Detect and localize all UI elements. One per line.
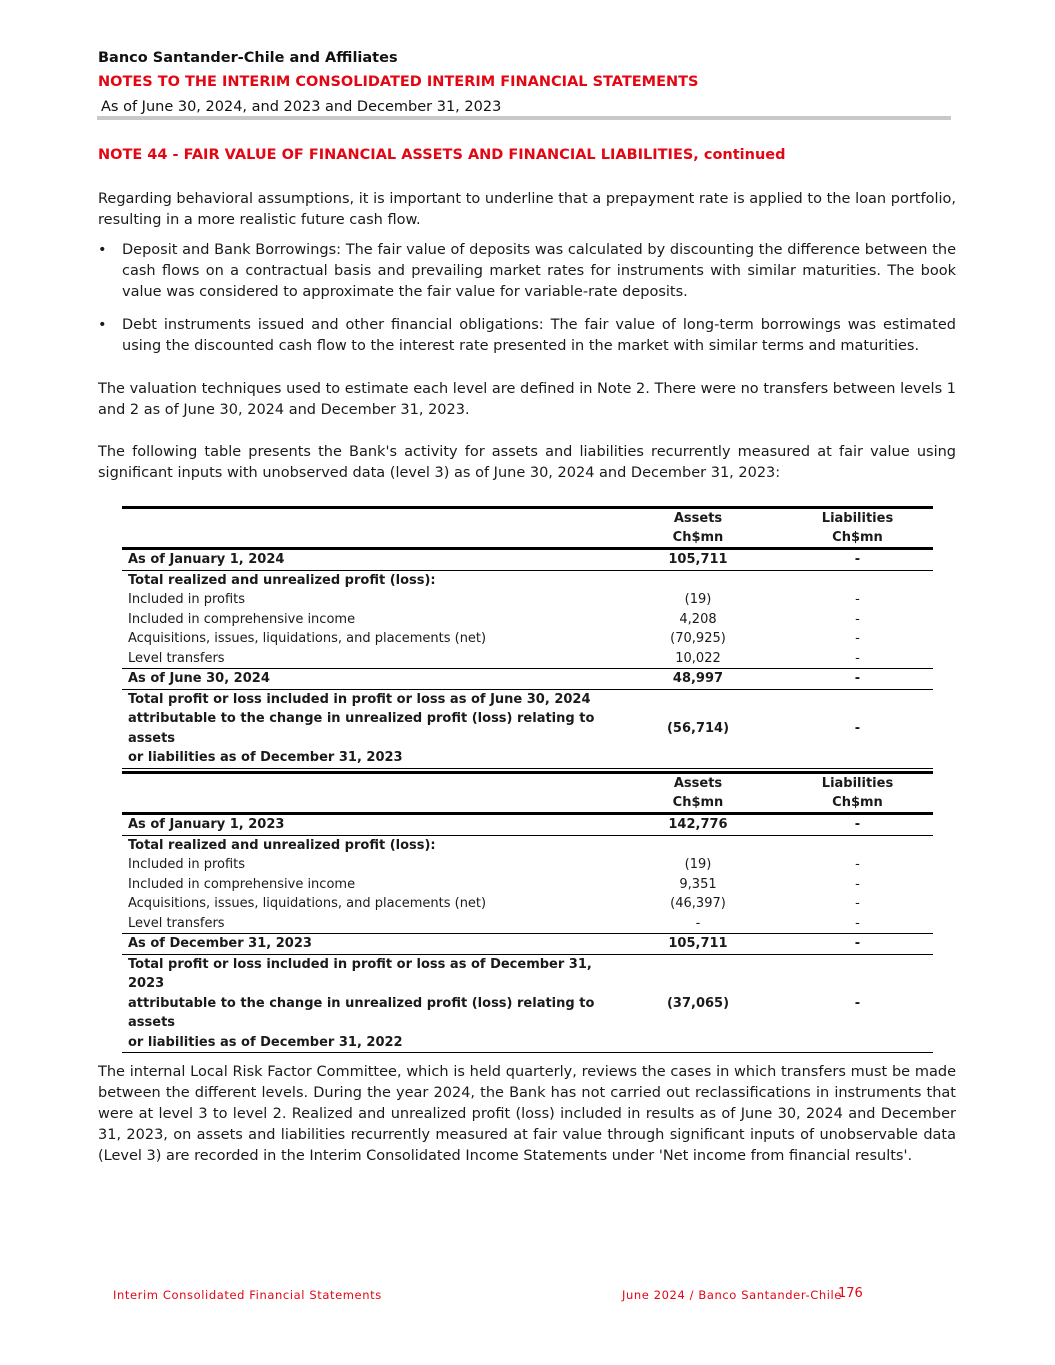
total-profit-row xyxy=(122,954,933,1053)
header-divider xyxy=(97,116,951,120)
section-label: Total realized and unrealized profit (loss): xyxy=(128,837,436,853)
row-assets: 9,351 xyxy=(679,876,717,892)
total-label-line: attributable to the change in unrealized profit (loss) relating to assets xyxy=(128,995,595,1030)
row-assets: (70,925) xyxy=(670,631,726,647)
row-liabilities: - xyxy=(782,649,933,669)
row-liabilities: - xyxy=(855,631,860,647)
total-label-line: or liabilities as of December 31, 2022 xyxy=(128,1034,403,1050)
company-name: Banco Santander-Chile and Affiliates xyxy=(98,50,398,66)
row-label: As of June 30, 2024 xyxy=(122,669,614,690)
col-header-liabilities: Liabilities xyxy=(782,508,933,529)
col-unit-assets: Ch$mn xyxy=(614,793,782,814)
row-assets: (19) xyxy=(684,592,712,608)
table-intro-paragraph: The following table presents the Bank's activity for assets and liabilities recurrently measured at fair value using significant inputs with unobserved data (level 3) as of June 30, 2024 and December 31, 2023: xyxy=(98,444,956,481)
table-row xyxy=(122,649,933,669)
section-row xyxy=(122,835,933,855)
closing-paragraph: The internal Local Risk Factor Committee, which is held quarterly, reviews the cases in which transfers must be made between the different levels. During the year 2024, the Bank has not carried out reclassifications in instruments that were at level 3 to level 2. Realized and unrealized profit (loss) included in results as of June 30, 2024 and December 31, 2023, on assets and liabilities recurrently measured at fair value through significant inputs of unobservable data (Level 3) are recorded in the Interim Consolidated Income Statements under 'Net income from financial results'. xyxy=(98,1064,956,1164)
total-label-line: Total profit or loss included in profit or loss as of December 31, 2023 xyxy=(128,956,592,991)
footer-report-info: June 2024 / Banco Santander-Chile xyxy=(622,1288,842,1302)
table-row xyxy=(122,875,933,895)
row-label: As of January 1, 2023 xyxy=(122,814,614,836)
row-liabilities: - xyxy=(855,857,860,873)
row-liabilities: - xyxy=(782,914,933,934)
bullet-icon: • xyxy=(98,242,107,258)
footer-document-title: Interim Consolidated Financial Statements xyxy=(113,1288,382,1302)
row-liabilities: - xyxy=(782,549,933,571)
total-label-line: attributable to the change in unrealized profit (loss) relating to assets xyxy=(128,711,595,746)
bullet-item xyxy=(98,315,956,357)
row-label: Level transfers xyxy=(122,649,614,669)
level3-table-2024 xyxy=(122,506,933,769)
closing-balance-row xyxy=(122,669,933,690)
section-row xyxy=(122,570,933,590)
row-assets: (46,397) xyxy=(670,896,726,912)
col-header-assets: Assets xyxy=(614,773,782,794)
row-label: As of January 1, 2024 xyxy=(122,549,614,571)
row-assets: 105,711 xyxy=(614,934,782,955)
row-label xyxy=(122,954,614,1053)
row-label: Included in profits xyxy=(128,857,246,873)
row-assets: (37,065) xyxy=(614,954,782,1053)
row-label: Included in comprehensive income xyxy=(128,876,356,892)
table-header-row xyxy=(122,773,933,794)
row-label: Acquisitions, issues, liquidations, and placements (net) xyxy=(128,631,487,647)
opening-balance-row xyxy=(122,814,933,836)
table-row xyxy=(122,629,933,649)
row-liabilities: - xyxy=(855,611,860,627)
level3-table-2023 xyxy=(122,771,933,1053)
total-label-line: or liabilities as of December 31, 2023 xyxy=(128,750,403,765)
page-number: 176 xyxy=(838,1286,863,1301)
row-label xyxy=(122,689,614,768)
col-unit-liabilities: Ch$mn xyxy=(782,528,933,549)
as-of-date: As of June 30, 2024, and 2023 and December 31, 2023 xyxy=(101,99,502,115)
intro-paragraph: Regarding behavioral assumptions, it is important to underline that a prepayment rate is applied to the loan portfolio, resulting in a more realistic future cash flow. xyxy=(98,191,956,228)
table-row xyxy=(122,914,933,934)
bullet-icon: • xyxy=(98,317,107,333)
row-assets: 10,022 xyxy=(614,649,782,669)
table-header-unit-row xyxy=(122,528,933,549)
section-label: Total realized and unrealized profit (loss): xyxy=(128,572,436,588)
col-unit-assets: Ch$mn xyxy=(614,528,782,549)
total-label-line: Total profit or loss included in profit or loss as of June 30, 2024 xyxy=(128,691,591,707)
row-assets: (19) xyxy=(684,857,712,873)
table-row xyxy=(122,590,933,610)
row-label: Included in profits xyxy=(128,592,246,608)
row-assets: 105,711 xyxy=(614,549,782,571)
col-header-liabilities: Liabilities xyxy=(782,773,933,794)
row-liabilities: - xyxy=(782,689,933,768)
row-liabilities: - xyxy=(782,669,933,690)
row-assets: - xyxy=(614,914,782,934)
row-assets: (56,714) xyxy=(614,689,782,768)
row-liabilities: - xyxy=(782,814,933,836)
note-title: NOTE 44 - FAIR VALUE OF FINANCIAL ASSETS AND FINANCIAL LIABILITIES, continued xyxy=(98,147,786,163)
row-label: Included in comprehensive income xyxy=(128,611,356,627)
table-row xyxy=(122,894,933,914)
bullet-text: Deposit and Bank Borrowings: The fair value of deposits was calculated by discounting the difference between the cash flows on a contractual basis and prevailing market rates for instruments with similar maturities. The book value was considered to approximate the fair value for variable-rate deposits. xyxy=(122,242,956,300)
col-header-assets: Assets xyxy=(614,508,782,529)
notes-title: NOTES TO THE INTERIM CONSOLIDATED INTERIM FINANCIAL STATEMENTS xyxy=(98,74,699,90)
table-header-unit-row xyxy=(122,793,933,814)
col-unit-liabilities: Ch$mn xyxy=(782,793,933,814)
valuation-paragraph: The valuation techniques used to estimate each level are defined in Note 2. There were no transfers between levels 1 and 2 as of June 30, 2024 and December 31, 2023. xyxy=(98,381,956,418)
row-liabilities: - xyxy=(855,876,860,892)
opening-balance-row xyxy=(122,549,933,571)
row-label: Level transfers xyxy=(122,914,614,934)
table-row xyxy=(122,855,933,875)
table-row xyxy=(122,610,933,630)
row-assets: 4,208 xyxy=(679,611,717,627)
row-label: As of December 31, 2023 xyxy=(122,934,614,955)
row-assets: 48,997 xyxy=(614,669,782,690)
row-assets: 142,776 xyxy=(614,814,782,836)
row-liabilities: - xyxy=(855,592,860,608)
row-liabilities: - xyxy=(782,954,933,1053)
bullet-item xyxy=(98,240,956,303)
bullet-text: Debt instruments issued and other financial obligations: The fair value of long-term borrowings was estimated using the discounted cash flow to the interest rate presented in the market with similar terms and maturities. xyxy=(122,317,956,354)
total-profit-row xyxy=(122,689,933,768)
table-header-row xyxy=(122,508,933,529)
row-liabilities: - xyxy=(782,934,933,955)
closing-balance-row xyxy=(122,934,933,955)
row-liabilities: - xyxy=(855,896,860,912)
row-label: Acquisitions, issues, liquidations, and placements (net) xyxy=(128,896,487,912)
